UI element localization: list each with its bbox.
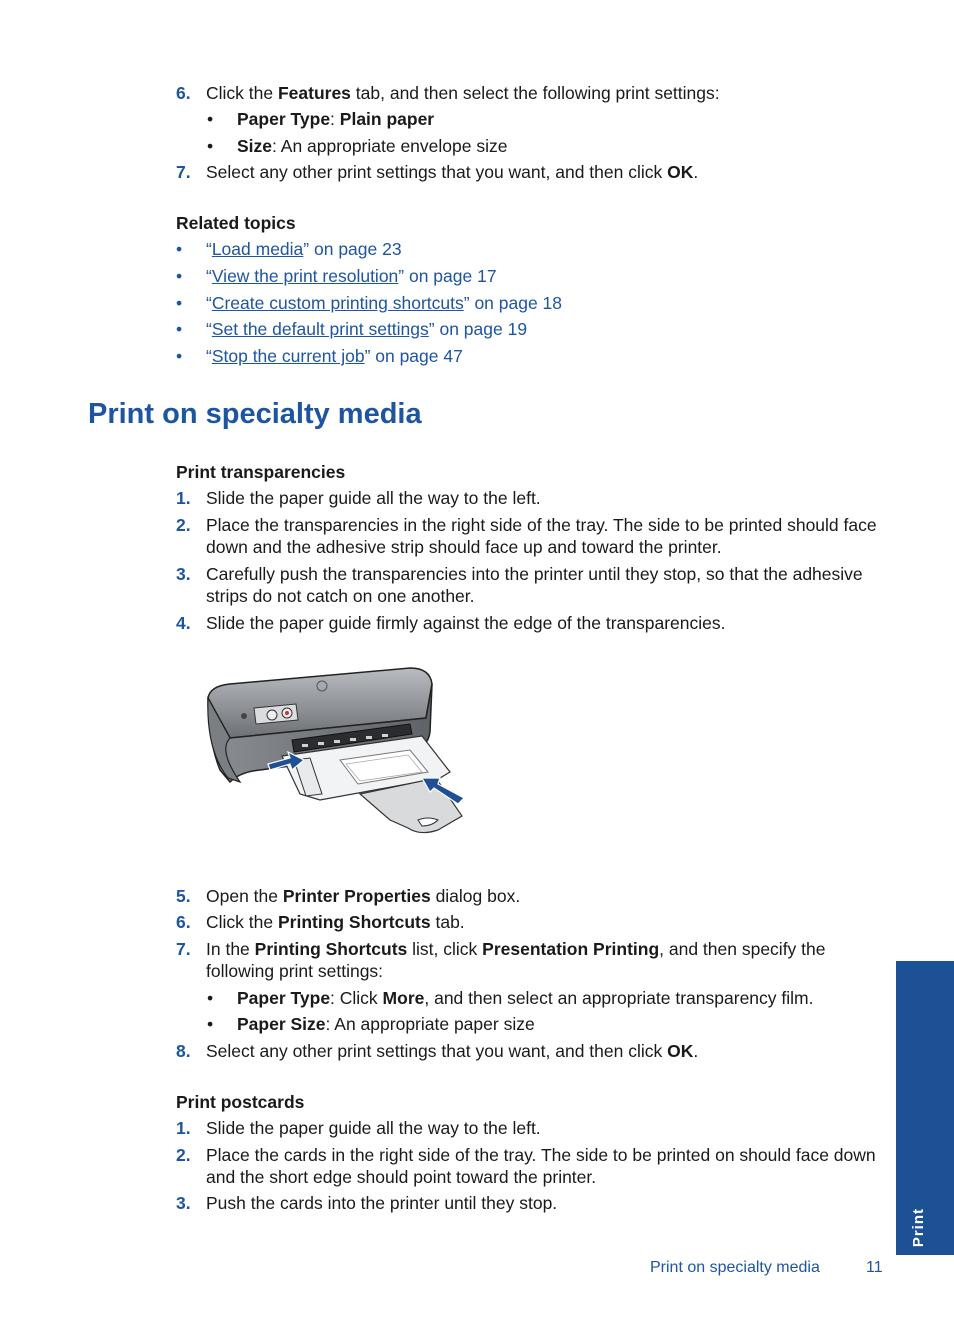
chapter-side-tab (896, 961, 954, 1255)
step-number: 2. (176, 1145, 191, 1165)
transparencies-heading: Print transparencies (176, 462, 346, 482)
bullet-mark: • (207, 109, 214, 129)
bullet-mark: • (207, 136, 214, 156)
step-number: 1. (176, 1118, 191, 1138)
bullet-text: Paper Size: An appropriate paper size (237, 1014, 535, 1034)
step-text: In the Printing Shortcuts list, click Presentation Printing, and then specify the following print settings: (206, 939, 826, 981)
related-link[interactable]: Stop the current job (211, 346, 365, 366)
step-number: 4. (176, 613, 191, 633)
bullet-mark: • (207, 1014, 214, 1034)
step-text: Click the Printing Shortcuts tab. (206, 912, 465, 932)
step-text: Place the transparencies in the right side of the tray. The side to be printed should face down and the adhesive strip should face up and toward the printer. (206, 515, 877, 557)
related-link-item: “Stop the current job” on page 47 (206, 346, 463, 366)
step-number: 2. (176, 515, 191, 535)
step-number: 7. (176, 939, 191, 959)
step-text: Slide the paper guide all the way to the left. (206, 1118, 541, 1138)
step-number: 3. (176, 564, 191, 584)
related-link[interactable]: View the print resolution (211, 266, 399, 286)
related-link[interactable]: Set the default print settings (211, 319, 429, 339)
page-number: 11 (866, 1259, 883, 1276)
related-link-item: “Load media” on page 23 (206, 239, 402, 259)
step-number: 8. (176, 1041, 191, 1061)
bullet-mark: • (207, 988, 214, 1008)
related-link[interactable]: Create custom printing shortcuts (211, 293, 464, 313)
step-text: Slide the paper guide all the way to the left. (206, 488, 541, 508)
related-topics-heading: Related topics (176, 213, 296, 233)
bullet-text: Paper Type: Click More, and then select an appropriate transparency film. (237, 988, 814, 1008)
bullet-mark: • (176, 239, 183, 259)
step-number: 3. (176, 1193, 191, 1213)
step-text: Push the cards into the printer until they stop. (206, 1193, 558, 1213)
step-text: Click the Features tab, and then select the following print settings: (206, 83, 720, 103)
footer-title: Print on specialty media (650, 1259, 820, 1276)
step-number: 6. (176, 912, 191, 932)
step-text: Carefully push the transparencies into the printer until they stop, so that the adhesive strips do not catch on one another. (206, 564, 863, 606)
step-text: Select any other print settings that you want, and then click OK. (206, 1041, 699, 1061)
bullet-mark: • (176, 266, 183, 286)
related-link-item: “Create custom printing shortcuts” on page 18 (206, 293, 563, 313)
step-text: Place the cards in the right side of the tray. The side to be printed on should face down and the short edge should point toward the printer. (206, 1145, 876, 1187)
bullet-mark: • (176, 293, 183, 313)
step-text: Select any other print settings that you want, and then click OK. (206, 162, 699, 182)
step-number: 6. (176, 83, 191, 103)
printer-illustration (200, 660, 470, 850)
chapter-tab-label: Print (910, 1207, 927, 1247)
related-link-item: “Set the default print settings” on page 19 (206, 319, 528, 339)
step-text: Slide the paper guide firmly against the edge of the transparencies. (206, 613, 726, 633)
bullet-mark: • (176, 346, 183, 366)
related-link[interactable]: Load media (211, 239, 304, 259)
bullet-text: Size: An appropriate envelope size (237, 136, 508, 156)
section-title: Print on specialty media (88, 398, 422, 430)
bullet-text: Paper Type: Plain paper (237, 109, 435, 129)
step-text: Open the Printer Properties dialog box. (206, 886, 521, 906)
step-number: 7. (176, 162, 191, 182)
postcards-heading: Print postcards (176, 1092, 305, 1112)
step-number: 5. (176, 886, 191, 906)
step-number: 1. (176, 488, 191, 508)
related-link-item: “View the print resolution” on page 17 (206, 266, 497, 286)
bullet-mark: • (176, 319, 183, 339)
